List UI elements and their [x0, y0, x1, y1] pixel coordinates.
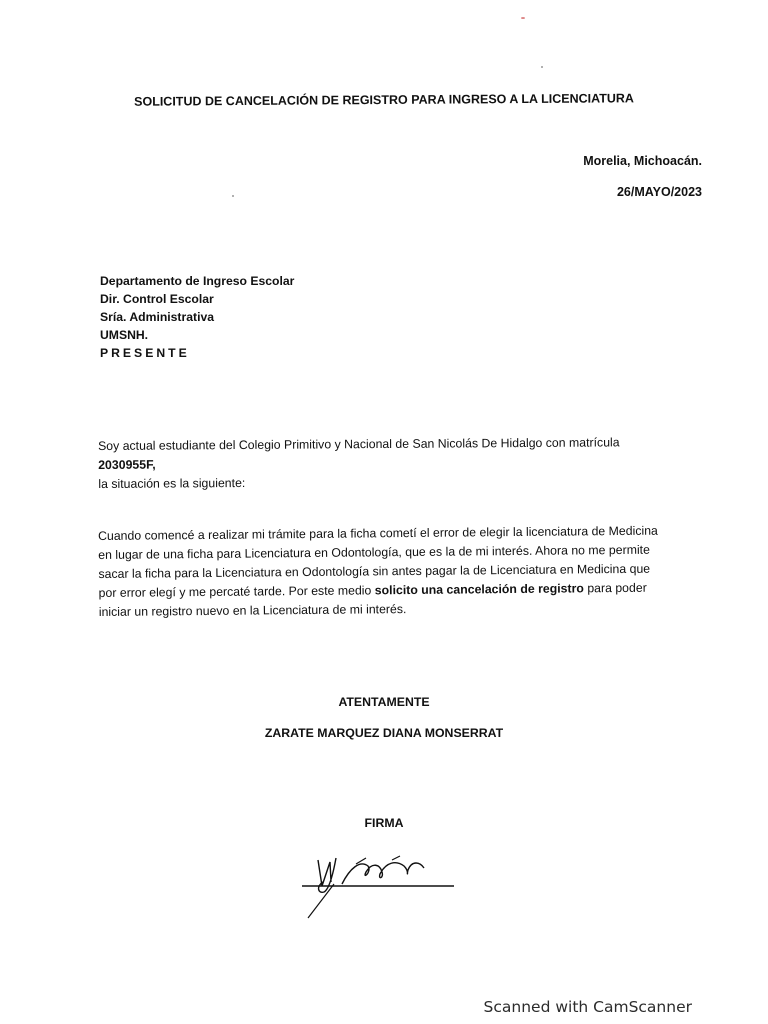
handwritten-signature [296, 850, 466, 925]
date-line: 26/MAYO/2023 [616, 185, 702, 199]
matricula: 2030955F, [98, 457, 156, 472]
recipient-block [100, 272, 294, 362]
scan-speck [521, 17, 525, 19]
recipient-line: Departamento de Ingreso Escolar [100, 274, 295, 288]
intro-line: la situación es la siguiente: [98, 475, 246, 491]
request-text-end: para poder iniciar un registro nuevo en la Licenciatura de mi interés. [98, 580, 647, 619]
sender-name: ZARATE MARQUEZ DIANA MONSERRAT [264, 726, 504, 740]
recipient-line: Sría. Administrativa [100, 310, 215, 324]
signature-label: FIRMA [364, 816, 404, 830]
scan-speck [541, 66, 543, 68]
closing-text: ATENTAMENTE [338, 695, 430, 709]
recipient-line: UMSNH. [100, 328, 149, 342]
recipient-line: Dir. Control Escolar [100, 292, 214, 306]
scan-speck [232, 195, 234, 197]
document-title: SOLICITUD DE CANCELACIÓN DE REGISTRO PARA INGRESO A LA LICENCIATURA [134, 91, 634, 109]
place-line: Morelia, Michoacán. [583, 154, 702, 168]
request-paragraph [98, 522, 669, 622]
request-bold-text: solicito una cancelación de registro [374, 581, 584, 598]
intro-paragraph [98, 433, 658, 494]
recipient-presente: PRESENTE [100, 346, 190, 360]
camscanner-watermark: Scanned with CamScanner [483, 998, 692, 1016]
request-text: Cuando comencé a realizar mi trámite para la ficha cometí el error de elegir la licenciatura de Medicina en lugar de una ficha para Licenciatura en Odontología, que es la de mi interés. Ahora no me permite sacar la ficha para la Licenciatura en Odontología sin antes pagar la de Licenciatura en Medicina que por error elegí y me percaté tarde. Por este medio [98, 523, 658, 600]
intro-line: Soy actual estudiante del Colegio Primitivo y Nacional de San Nicolás De Hidalgo con matrícula [98, 435, 620, 453]
